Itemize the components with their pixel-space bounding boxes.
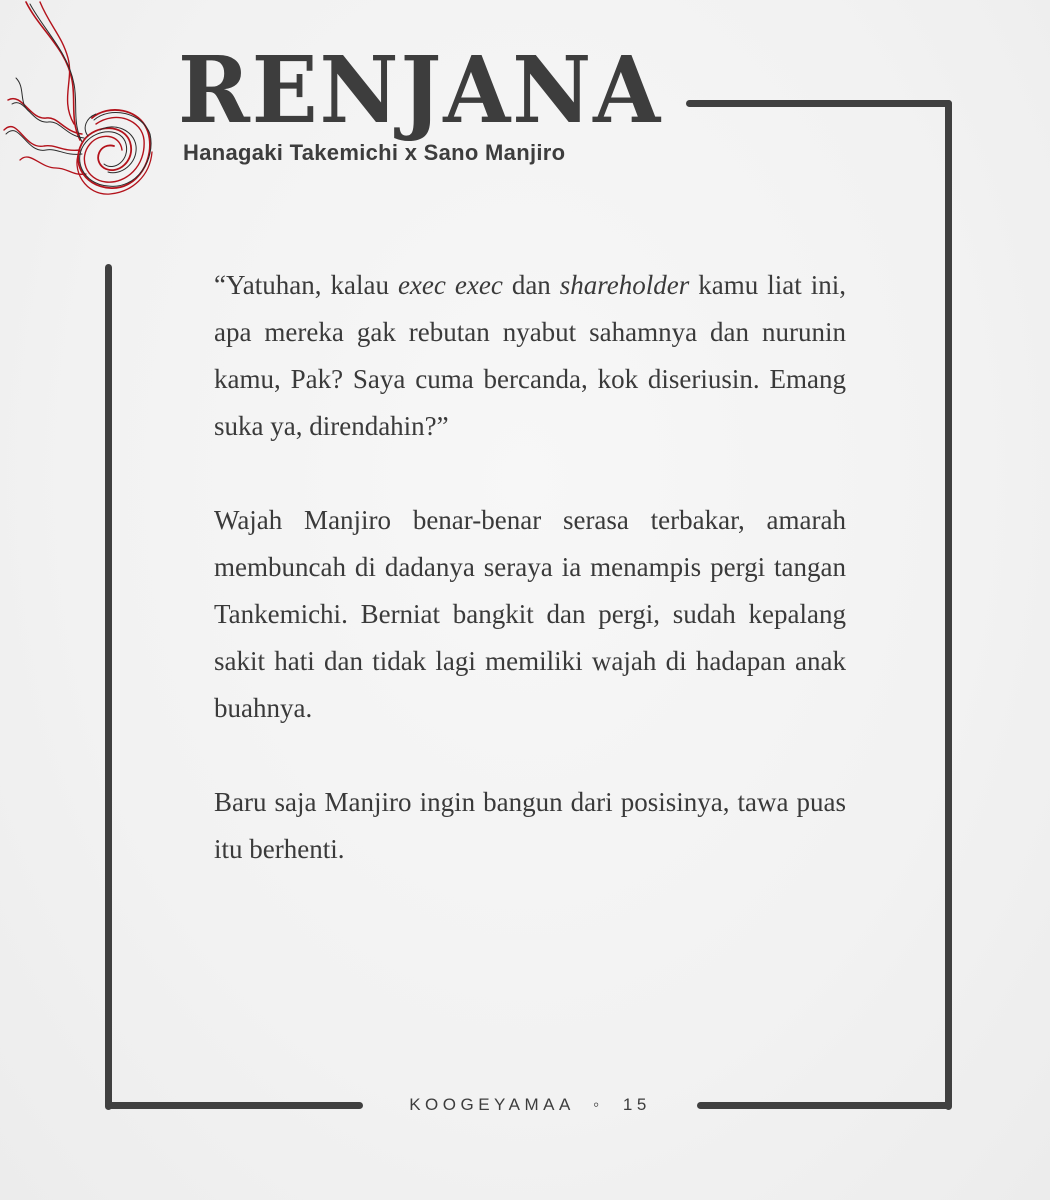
paragraph: Wajah Manjiro benar-benar serasa terbakar, amarah membuncah di dadanya seraya ia menampis pergi tangan Tankemichi. Berniat bangkit dan pergi, sudah kepalang sakit hati dan tidak lagi memiliki wajah di hadapan anak buahnya. — [214, 505, 846, 723]
page-footer — [366, 1093, 694, 1117]
author-name: KOOGEYAMAA — [409, 1095, 574, 1114]
page-title: RENJANA — [178, 36, 663, 144]
separator-circle-icon: ◦ — [593, 1095, 604, 1114]
frame-top-line — [686, 100, 952, 107]
page-subtitle: Hanagaki Takemichi x Sano Manjiro — [183, 140, 566, 165]
frame-left-line — [105, 264, 112, 1110]
frame-bottom-left-line — [105, 1102, 363, 1109]
paragraph: “Yatuhan, kalau exec exec dan shareholder kamu liat ini, apa mereka gak rebutan nyabut sahamnya dan nurunin kamu, Pak? Saya cuma bercanda, kok diseriusin. Emang suka ya, direndahin?” — [214, 270, 846, 441]
page-number: 15 — [622, 1095, 651, 1114]
frame-bottom-right-line — [697, 1102, 952, 1109]
story-text — [214, 262, 846, 873]
frame-right-line — [945, 100, 952, 1110]
paragraph: Baru saja Manjiro ingin bangun dari posisinya, tawa puas itu berhenti. — [214, 787, 846, 864]
rose-icon — [0, 0, 170, 200]
